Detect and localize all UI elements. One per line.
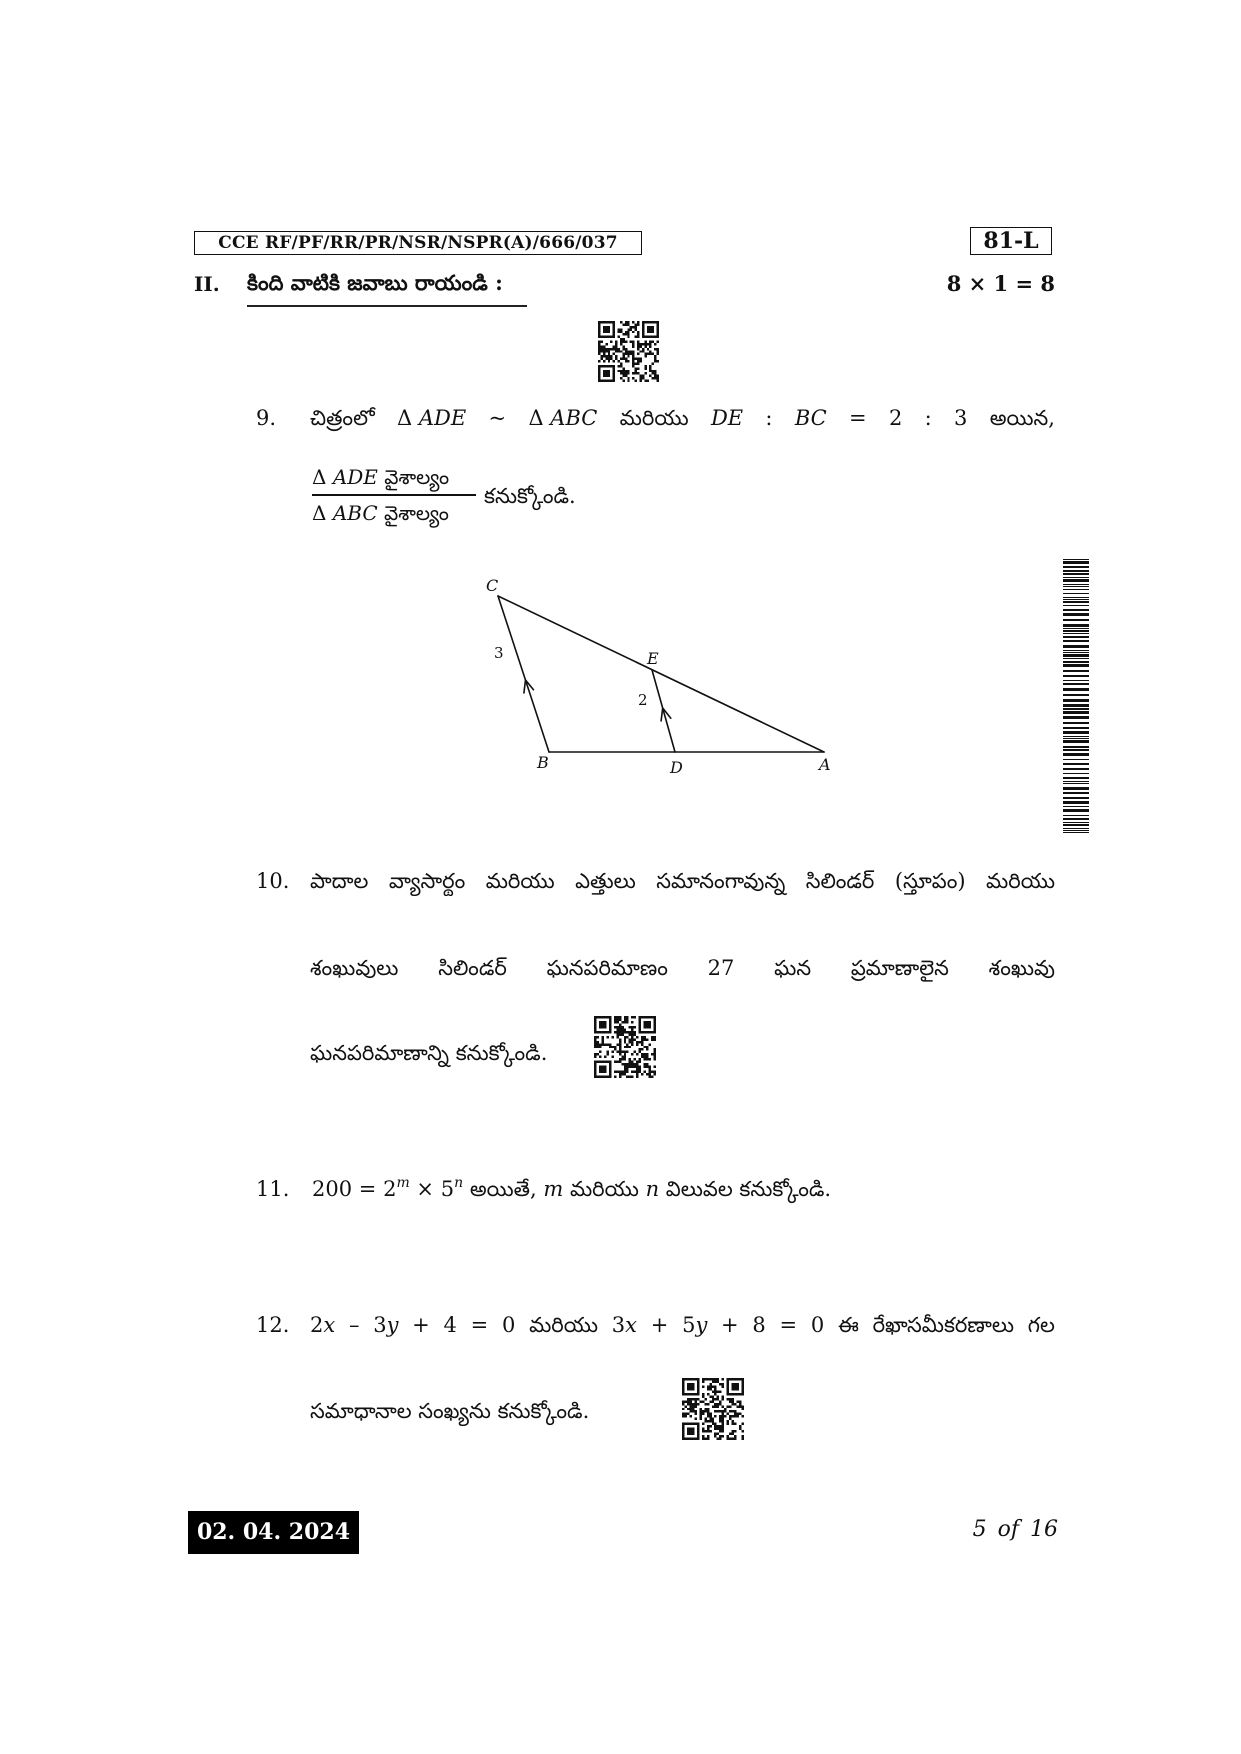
q12-op: – — [348, 1313, 360, 1337]
q11-number: 200 — [312, 1177, 353, 1201]
paper-code-box — [194, 231, 642, 255]
q11-base: 2 — [383, 1177, 397, 1201]
q11-var: m — [543, 1177, 564, 1201]
question-9-line-1 — [310, 403, 1055, 433]
q9-var: ADE — [418, 406, 467, 430]
q10-word: సిలిండర్ — [805, 869, 875, 893]
vertex-d-label: D — [670, 758, 683, 777]
fraction-word: వైశాల్యం — [384, 500, 449, 525]
q9-var: BC — [794, 406, 827, 430]
q11-word: మరియు — [569, 1177, 639, 1201]
question-9-number: 9. — [256, 406, 277, 430]
side-bc-length: 3 — [494, 644, 504, 662]
side-ca — [498, 596, 824, 752]
q9-tail-text: కనుక్కోండి. — [484, 484, 576, 508]
q10-word: సిలిండర్ — [438, 956, 507, 980]
vertex-e-label: E — [647, 649, 659, 668]
fraction-numerator — [312, 462, 476, 492]
q9-word: అయిన, — [989, 406, 1055, 430]
q10-word: పాదాల — [310, 869, 369, 893]
vertex-c-label: C — [486, 576, 499, 595]
q12-word: గల — [1027, 1313, 1055, 1337]
qr-modules — [682, 1378, 744, 1440]
q11-equals: = — [358, 1177, 377, 1201]
q10-word: శంఖువులు — [310, 956, 399, 980]
paper-id-box — [970, 227, 1052, 255]
qr-code-icon — [594, 1016, 656, 1078]
q12-op: + — [412, 1313, 430, 1337]
q9-word: చిత్రంలో — [310, 406, 375, 430]
q10-word: ప్రమాణాలైన — [850, 956, 949, 980]
q10-word: మరియు — [986, 869, 1055, 893]
q12-word: రేఖాసమీకరణాలు — [872, 1313, 1014, 1337]
q12-var: x — [625, 1313, 637, 1337]
barcode-icon — [1063, 559, 1089, 834]
q12-const: 0 — [810, 1313, 825, 1337]
side-ed — [652, 670, 675, 752]
triangle-symbol: Δ — [528, 406, 544, 430]
q11-var: n — [645, 1177, 660, 1201]
q11-times: × — [416, 1177, 435, 1201]
q12-word: మరియు — [529, 1313, 599, 1337]
q12-op: + — [721, 1313, 739, 1337]
q9-area-ratio-fraction — [312, 462, 476, 528]
question-12-number: 12. — [256, 1313, 290, 1337]
qr-modules — [594, 1016, 656, 1078]
fraction-denominator — [312, 498, 476, 528]
q12-term — [373, 1310, 398, 1340]
vertex-b-label: B — [537, 753, 549, 772]
triangle-figure — [470, 570, 850, 790]
paper-id: 81-L — [983, 228, 1039, 254]
section-marks: 8 × 1 = 8 — [946, 271, 1055, 296]
q10-word: ఘనపరిమాణం — [546, 956, 668, 980]
question-12-line-2: సమాధానాల సంఖ్యను కనుక్కోండి. — [310, 1399, 590, 1423]
q9-equals: = — [849, 406, 867, 430]
question-11-text — [312, 1174, 831, 1204]
q12-coef: 5 — [682, 1313, 696, 1337]
q12-coef: 2 — [310, 1313, 324, 1337]
q11-exponent: n — [454, 1175, 464, 1191]
fraction-bar — [312, 494, 476, 496]
q9-word: మరియు — [619, 406, 689, 430]
q12-op: + — [650, 1313, 669, 1337]
exam-date: 02. 04. 2024 — [196, 1519, 351, 1545]
q9-number: 3 — [954, 406, 968, 430]
fraction-var: ADE — [332, 465, 378, 489]
q10-word: ఎత్తులు — [575, 869, 636, 893]
qr-code-icon — [598, 321, 659, 382]
q9-var: ABC — [550, 406, 598, 430]
q10-word: (స్తూపం) — [894, 869, 966, 893]
q12-coef: 3 — [611, 1313, 626, 1337]
exam-date-badge — [188, 1511, 359, 1554]
q12-word: ఈ — [837, 1313, 859, 1337]
q10-word: ఘన — [774, 956, 812, 980]
q10-word: మరియు — [485, 869, 555, 893]
q12-const: 8 — [752, 1313, 766, 1337]
barcode-bars — [1063, 559, 1089, 833]
q9-triangle-ade — [397, 403, 466, 433]
section-underline — [247, 305, 527, 307]
fraction-var: ABC — [332, 500, 378, 525]
q12-equals: = — [779, 1313, 798, 1337]
side-cb — [498, 596, 549, 752]
triangle-symbol: Δ — [312, 465, 327, 489]
q9-ratio-colon: : — [924, 406, 932, 430]
vertex-a-label: A — [819, 755, 831, 774]
q12-const: 4 — [443, 1313, 457, 1337]
question-10-line-3: ఘనపరిమాణాన్ని కనుక్కోండి. — [310, 1041, 548, 1065]
q12-var: y — [695, 1313, 708, 1337]
q10-word: వ్యాసార్థం — [388, 869, 466, 893]
q11-exponent: m — [396, 1175, 410, 1191]
qr-code-icon — [682, 1378, 744, 1440]
fraction-word: వైశాల్యం — [384, 465, 450, 489]
question-12-line-1 — [310, 1310, 1055, 1340]
q11-word: అయితే, — [469, 1177, 537, 1201]
question-10-line-2 — [310, 953, 1055, 983]
q9-similar-symbol: ~ — [488, 406, 507, 430]
q10-word: సమానంగావున్న — [656, 869, 786, 893]
page-number: 5 of 16 — [972, 1517, 1058, 1542]
q12-const: 0 — [501, 1313, 516, 1337]
question-10-number: 10. — [256, 869, 290, 893]
q9-ratio-colon: : — [765, 406, 773, 430]
q12-term — [310, 1310, 335, 1340]
q12-coef: 3 — [373, 1313, 387, 1337]
q10-number: 27 — [707, 956, 735, 980]
q12-term — [682, 1310, 707, 1340]
question-10-line-1 — [310, 866, 1055, 896]
triangle-symbol: Δ — [312, 500, 327, 525]
q12-var: y — [386, 1313, 399, 1337]
paper-code: CCE RF/PF/RR/PR/NSR/NSPR(A)/666/037 — [218, 233, 618, 253]
q12-var: x — [323, 1313, 336, 1337]
q11-word: విలువల కనుక్కోండి. — [665, 1177, 832, 1201]
side-de-length: 2 — [638, 691, 648, 709]
section-number: II. — [194, 272, 220, 296]
triangle-symbol: Δ — [397, 406, 413, 430]
qr-modules — [598, 321, 659, 382]
q12-term — [612, 1310, 637, 1340]
q9-number: 2 — [888, 406, 903, 430]
q10-word: శంఖువు — [988, 956, 1055, 980]
q12-equals: = — [470, 1313, 489, 1337]
q11-base: 5 — [440, 1177, 455, 1201]
q9-var: DE — [710, 406, 744, 430]
q9-triangle-abc — [528, 403, 597, 433]
question-11-number: 11. — [256, 1177, 290, 1201]
section-instruction: కింది వాటికి జవాబు రాయండి : — [247, 270, 503, 295]
